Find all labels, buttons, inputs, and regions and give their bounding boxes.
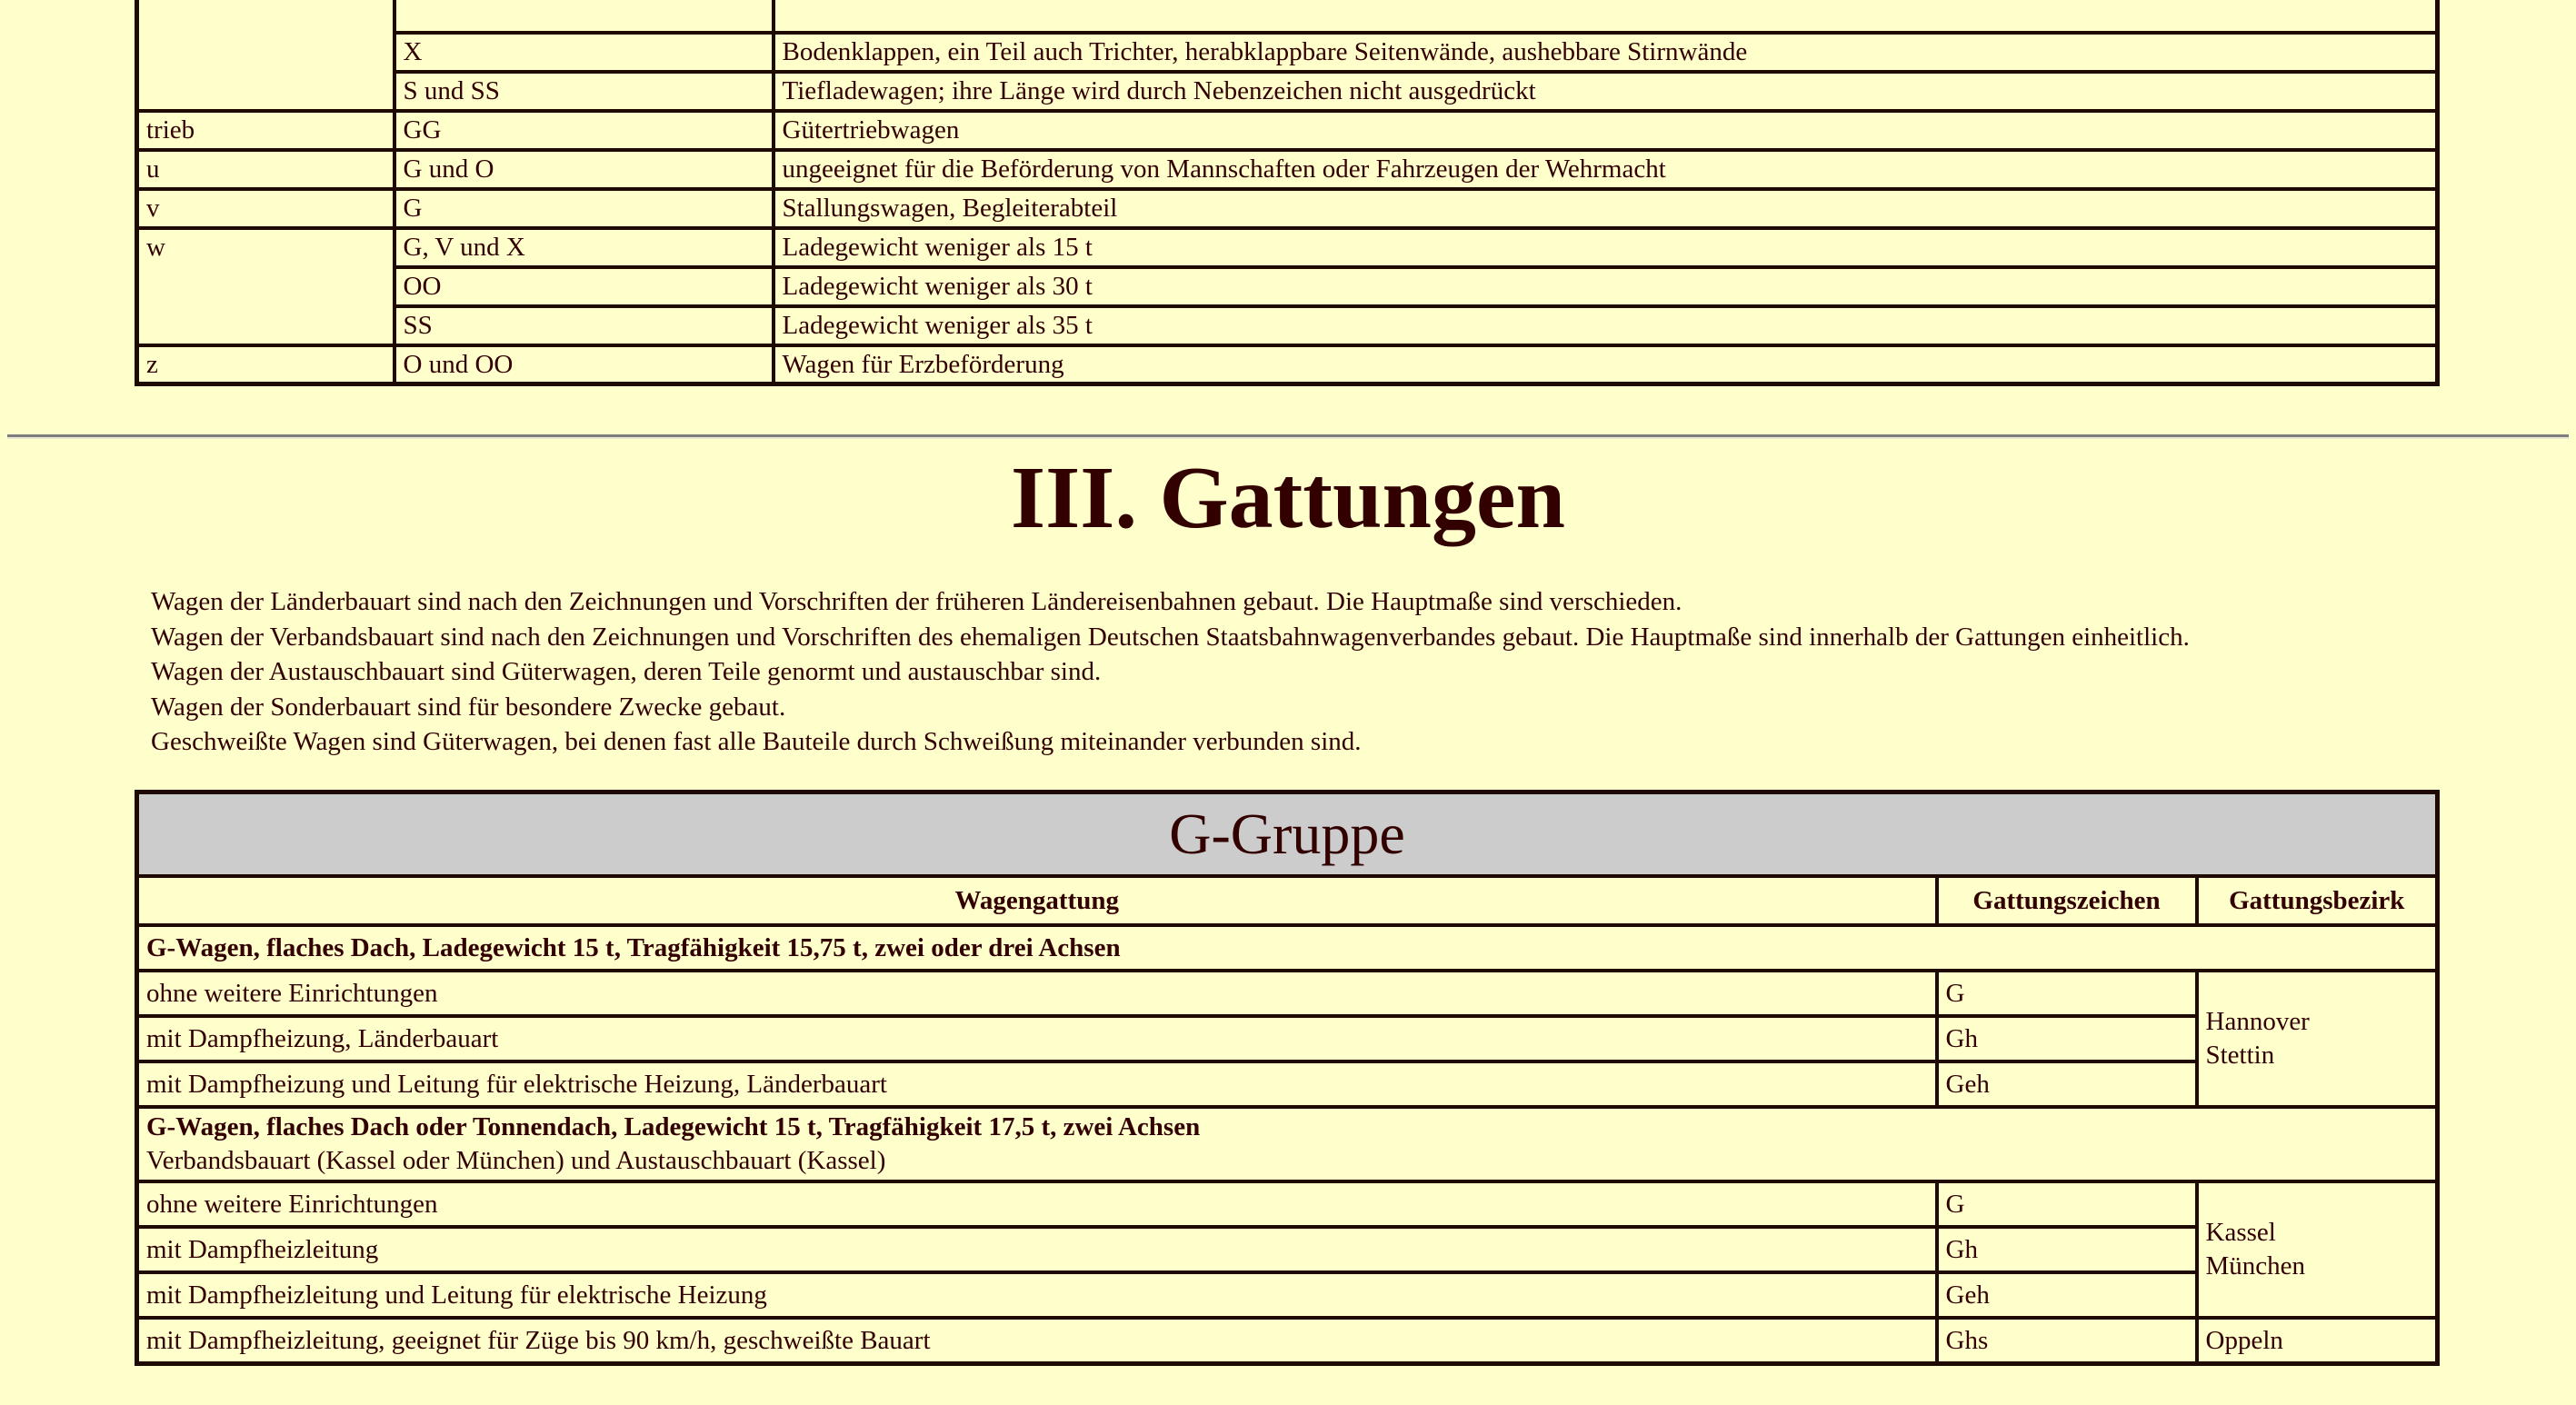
index-gattung-cell: G [394,189,774,228]
gattungsbezirk-cell: Oppeln [2197,1318,2438,1363]
index-meaning-cell [774,0,2438,33]
table-row [137,1272,2438,1318]
index-gattung-cell: OO [394,267,774,306]
gattungszeichen-cell: Gh [1937,1016,2197,1061]
bezirk-line: Hannover [2205,1007,2310,1036]
gattungszeichen-cell: Gh [1937,1227,2197,1272]
index-meaning-cell: Ladegewicht weniger als 15 t [774,228,2438,267]
index-gattung-cell: G und O [394,150,774,189]
index-letter-cell: u [137,150,394,189]
gattungszeichen-cell: Geh [1937,1061,2197,1107]
gattungszeichen-cell: G [1937,971,2197,1016]
table-row [137,1061,2438,1107]
index-gattung-cell: SS [394,306,774,345]
index-meaning-cell: Wagen für Erzbeförderung [774,345,2438,384]
group-title: G-Wagen, flaches Dach, Ladegewicht 15 t, Tragfähigkeit 15,75 t, zwei oder drei Achsen [137,925,2438,971]
table-row [137,111,2438,150]
table-row [137,228,2438,267]
index-letter-cell: trieb [137,111,394,150]
section-divider [7,434,2569,439]
wagengattung-cell: mit Dampfheizleitung [137,1227,1937,1272]
gattungszeichen-cell: Geh [1937,1272,2197,1318]
gattungsbezirk-cell [2197,971,2438,1107]
wagengattung-cell: mit Dampfheizleitung, geeignet für Züge bis 90 km/h, geschweißte Bauart [137,1318,1937,1363]
bezirk-line: München [2205,1251,2306,1280]
g-group-table [135,790,2440,1366]
intro-text [151,584,2190,760]
index-meaning-cell: Gütertriebwagen [774,111,2438,150]
table-row [137,150,2438,189]
group-title-row [137,925,2438,971]
g-group-caption: G-Gruppe [137,792,2438,877]
column-header-gattungsbezirk: Gattungsbezirk [2197,876,2438,925]
table-caption-row [137,792,2438,877]
group-title-row [137,1107,2438,1181]
index-letter-cell: w [137,228,394,345]
table-row [137,1016,2438,1061]
index-meaning-cell: Ladegewicht weniger als 35 t [774,306,2438,345]
intro-paragraph: Wagen der Länderbauart sind nach den Zeichnungen und Vorschriften der früheren Ländereisenbahnen gebaut. Die Hauptmaße sind verschieden. [151,587,1682,616]
table-row [137,306,2438,345]
gattungszeichen-cell: Ghs [1937,1318,2197,1363]
group-title-text: G-Wagen, flaches Dach oder Tonnendach, Ladegewicht 15 t, Tragfähigkeit 17,5 t, zwei Achsen [146,1112,1201,1141]
table-row [137,1181,2438,1227]
gattung-index-table [135,0,2440,386]
table-row [137,1227,2438,1272]
index-gattung-cell [394,0,774,33]
table-row [137,72,2438,111]
table-header-row [137,876,2438,925]
gattungsbezirk-cell [2197,1181,2438,1318]
table-row [137,0,2438,33]
wagengattung-cell: mit Dampfheizleitung und Leitung für elektrische Heizung [137,1272,1937,1318]
index-gattung-cell: G, V und X [394,228,774,267]
wagengattung-cell: mit Dampfheizung und Leitung für elektrische Heizung, Länderbauart [137,1061,1937,1107]
bezirk-line: Kassel [2205,1218,2276,1247]
wagengattung-cell: ohne weitere Einrichtungen [137,1181,1937,1227]
index-gattung-cell: S und SS [394,72,774,111]
table-row [137,267,2438,306]
group-title [137,1107,2438,1181]
gattungszeichen-cell: G [1937,1181,2197,1227]
table-row [137,1318,2438,1363]
intro-paragraph: Wagen der Austauschbauart sind Güterwagen, deren Teile genormt und austauschbar sind. [151,657,1102,686]
index-meaning-cell: Ladegewicht weniger als 30 t [774,267,2438,306]
index-gattung-cell: O und OO [394,345,774,384]
wagengattung-cell: mit Dampfheizung, Länderbauart [137,1016,1937,1061]
index-meaning-cell: Bodenklappen, ein Teil auch Trichter, herabklappbare Seitenwände, aushebbare Stirnwände [774,33,2438,72]
index-meaning-cell: Tiefladewagen; ihre Länge wird durch Nebenzeichen nicht ausgedrückt [774,72,2438,111]
bezirk-line: Stettin [2205,1041,2275,1070]
table-row [137,33,2438,72]
index-meaning-cell: ungeeignet für die Beförderung von Mannschaften oder Fahrzeugen der Wehrmacht [774,150,2438,189]
column-header-gattungszeichen: Gattungszeichen [1937,876,2197,925]
index-meaning-cell: Stallungswagen, Begleiterabteil [774,189,2438,228]
wagengattung-cell: ohne weitere Einrichtungen [137,971,1937,1016]
index-letter-cell: z [137,345,394,384]
table-row [137,345,2438,384]
table-row [137,189,2438,228]
group-subtitle: Verbandsbauart (Kassel oder München) und Austauschbauart (Kassel) [146,1146,886,1175]
index-gattung-cell: GG [394,111,774,150]
table-row [137,971,2438,1016]
intro-paragraph: Geschweißte Wagen sind Güterwagen, bei denen fast alle Bauteile durch Schweißung miteinander verbunden sind. [151,727,1362,756]
intro-paragraph: Wagen der Verbandsbauart sind nach den Zeichnungen und Vorschriften des ehemaligen Deutschen Staatsbahnwagenverbandes gebaut. Die Hauptmaße sind innerhalb der Gattungen einheitlich. [151,622,2190,652]
column-header-wagengattung: Wagengattung [137,876,1937,925]
index-gattung-cell: X [394,33,774,72]
page-title: III. Gattungen [1011,449,1565,547]
intro-paragraph: Wagen der Sonderbauart sind für besondere Zwecke gebaut. [151,692,786,722]
index-letter-cell: v [137,189,394,228]
index-letter-cell [137,0,394,111]
